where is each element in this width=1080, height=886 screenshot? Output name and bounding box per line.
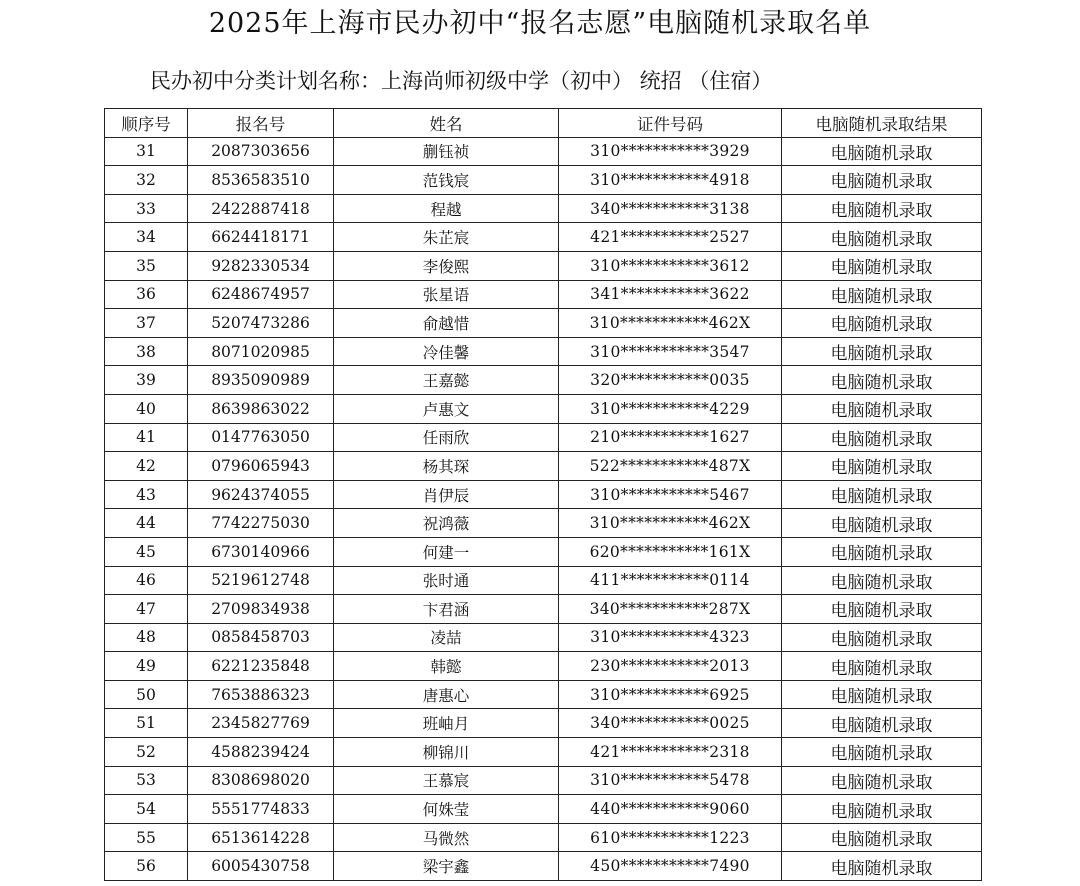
- table-row: [105, 509, 982, 538]
- table-row: [105, 137, 982, 166]
- cell-result: 电脑随机录取: [782, 223, 982, 252]
- cell-registration-no: 0796065943: [188, 452, 334, 481]
- table-row: [105, 766, 982, 795]
- table-row: [105, 738, 982, 767]
- cell-registration-no: 5219612748: [188, 566, 334, 595]
- cell-name: 王嘉懿: [334, 366, 559, 395]
- cell-seq: 31: [105, 137, 188, 166]
- cell-registration-no: 6221235848: [188, 652, 334, 681]
- cell-seq: 49: [105, 652, 188, 681]
- cell-name: 梁宇鑫: [334, 852, 559, 881]
- table-row: [105, 194, 982, 223]
- cell-registration-no: 5551774833: [188, 795, 334, 824]
- cell-result: 电脑随机录取: [782, 623, 982, 652]
- cell-id-number: 450***********7490: [559, 852, 782, 881]
- cell-id-number: 310***********6925: [559, 680, 782, 709]
- cell-name: 朱芷宸: [334, 223, 559, 252]
- cell-id-number: 310***********4918: [559, 166, 782, 195]
- cell-seq: 45: [105, 537, 188, 566]
- cell-result: 电脑随机录取: [782, 709, 982, 738]
- cell-result: 电脑随机录取: [782, 652, 982, 681]
- cell-id-number: 310***********462X: [559, 509, 782, 538]
- plan-category-subtitle: 民办初中分类计划名称：上海尚师初级中学（初中） 统招 （住宿）: [150, 69, 773, 93]
- cell-name: 肖伊辰: [334, 480, 559, 509]
- cell-id-number: 310***********5467: [559, 480, 782, 509]
- cell-result: 电脑随机录取: [782, 366, 982, 395]
- cell-id-number: 230***********2013: [559, 652, 782, 681]
- cell-name: 柳锦川: [334, 738, 559, 767]
- cell-registration-no: 7742275030: [188, 509, 334, 538]
- cell-seq: 36: [105, 280, 188, 309]
- cell-registration-no: 4588239424: [188, 738, 334, 767]
- cell-result: 电脑随机录取: [782, 566, 982, 595]
- cell-seq: 33: [105, 194, 188, 223]
- header-result: 电脑随机录取结果: [782, 109, 982, 138]
- cell-name: 王慕宸: [334, 766, 559, 795]
- cell-name: 卢惠文: [334, 394, 559, 423]
- cell-seq: 40: [105, 394, 188, 423]
- cell-seq: 54: [105, 795, 188, 824]
- cell-seq: 46: [105, 566, 188, 595]
- cell-name: 马微然: [334, 823, 559, 852]
- cell-seq: 47: [105, 595, 188, 624]
- table-row: [105, 652, 982, 681]
- cell-registration-no: 9624374055: [188, 480, 334, 509]
- cell-registration-no: 8071020985: [188, 337, 334, 366]
- header-seq: 顺序号: [105, 109, 188, 138]
- cell-seq: 55: [105, 823, 188, 852]
- cell-seq: 52: [105, 738, 188, 767]
- cell-seq: 50: [105, 680, 188, 709]
- cell-seq: 35: [105, 251, 188, 280]
- cell-result: 电脑随机录取: [782, 537, 982, 566]
- cell-seq: 34: [105, 223, 188, 252]
- cell-id-number: 421***********2527: [559, 223, 782, 252]
- cell-result: 电脑随机录取: [782, 251, 982, 280]
- cell-seq: 37: [105, 309, 188, 338]
- cell-registration-no: 8536583510: [188, 166, 334, 195]
- cell-seq: 48: [105, 623, 188, 652]
- cell-id-number: 440***********9060: [559, 795, 782, 824]
- cell-result: 电脑随机录取: [782, 166, 982, 195]
- cell-seq: 43: [105, 480, 188, 509]
- cell-name: 张时通: [334, 566, 559, 595]
- table-row: [105, 223, 982, 252]
- cell-seq: 56: [105, 852, 188, 881]
- table-row: [105, 680, 982, 709]
- cell-seq: 32: [105, 166, 188, 195]
- cell-name: 祝鸿薇: [334, 509, 559, 538]
- cell-name: 冷佳馨: [334, 337, 559, 366]
- cell-id-number: 320***********0035: [559, 366, 782, 395]
- cell-seq: 42: [105, 452, 188, 481]
- cell-id-number: 610***********1223: [559, 823, 782, 852]
- cell-result: 电脑随机录取: [782, 423, 982, 452]
- cell-registration-no: 8935090989: [188, 366, 334, 395]
- cell-id-number: 310***********3547: [559, 337, 782, 366]
- table-row: [105, 823, 982, 852]
- cell-registration-no: 0147763050: [188, 423, 334, 452]
- cell-name: 杨其琛: [334, 452, 559, 481]
- cell-name: 李俊熙: [334, 251, 559, 280]
- cell-result: 电脑随机录取: [782, 194, 982, 223]
- cell-name: 范钱宸: [334, 166, 559, 195]
- cell-id-number: 310***********3929: [559, 137, 782, 166]
- cell-registration-no: 9282330534: [188, 251, 334, 280]
- cell-result: 电脑随机录取: [782, 309, 982, 338]
- cell-result: 电脑随机录取: [782, 452, 982, 481]
- cell-name: 何姝莹: [334, 795, 559, 824]
- cell-name: 蒯钰祯: [334, 137, 559, 166]
- cell-result: 电脑随机录取: [782, 137, 982, 166]
- table-row: [105, 394, 982, 423]
- cell-registration-no: 8308698020: [188, 766, 334, 795]
- cell-result: 电脑随机录取: [782, 852, 982, 881]
- cell-result: 电脑随机录取: [782, 766, 982, 795]
- cell-registration-no: 2345827769: [188, 709, 334, 738]
- cell-registration-no: 8639863022: [188, 394, 334, 423]
- cell-registration-no: 6513614228: [188, 823, 334, 852]
- cell-id-number: 341***********3622: [559, 280, 782, 309]
- cell-registration-no: 2709834938: [188, 595, 334, 624]
- cell-name: 唐惠心: [334, 680, 559, 709]
- cell-result: 电脑随机录取: [782, 509, 982, 538]
- cell-id-number: 421***********2318: [559, 738, 782, 767]
- cell-id-number: 210***********1627: [559, 423, 782, 452]
- cell-registration-no: 7653886323: [188, 680, 334, 709]
- cell-id-number: 620***********161X: [559, 537, 782, 566]
- cell-id-number: 310***********4323: [559, 623, 782, 652]
- table-row: [105, 423, 982, 452]
- cell-name: 张星语: [334, 280, 559, 309]
- cell-id-number: 310***********462X: [559, 309, 782, 338]
- cell-seq: 38: [105, 337, 188, 366]
- cell-result: 电脑随机录取: [782, 280, 982, 309]
- table-body: [105, 137, 982, 880]
- cell-result: 电脑随机录取: [782, 795, 982, 824]
- header-id-number: 证件号码: [559, 109, 782, 138]
- table-row: [105, 280, 982, 309]
- admission-table: [104, 108, 982, 881]
- cell-result: 电脑随机录取: [782, 738, 982, 767]
- cell-name: 何建一: [334, 537, 559, 566]
- cell-result: 电脑随机录取: [782, 394, 982, 423]
- cell-result: 电脑随机录取: [782, 595, 982, 624]
- table-row: [105, 337, 982, 366]
- cell-registration-no: 6005430758: [188, 852, 334, 881]
- cell-id-number: 310***********3612: [559, 251, 782, 280]
- table-header-row: [105, 109, 982, 138]
- cell-seq: 51: [105, 709, 188, 738]
- header-registration-no: 报名号: [188, 109, 334, 138]
- cell-id-number: 340***********0025: [559, 709, 782, 738]
- cell-id-number: 411***********0114: [559, 566, 782, 595]
- table-row: [105, 251, 982, 280]
- cell-name: 俞越惜: [334, 309, 559, 338]
- document-title: 2025年上海市民办初中“报名志愿”电脑随机录取名单: [208, 8, 872, 39]
- cell-name: 韩懿: [334, 652, 559, 681]
- cell-id-number: 340***********3138: [559, 194, 782, 223]
- table-row: [105, 623, 982, 652]
- cell-seq: 44: [105, 509, 188, 538]
- table-row: [105, 452, 982, 481]
- cell-id-number: 522***********487X: [559, 452, 782, 481]
- cell-seq: 39: [105, 366, 188, 395]
- cell-name: 班岫月: [334, 709, 559, 738]
- table-row: [105, 366, 982, 395]
- cell-result: 电脑随机录取: [782, 823, 982, 852]
- cell-registration-no: 0858458703: [188, 623, 334, 652]
- cell-registration-no: 6248674957: [188, 280, 334, 309]
- cell-registration-no: 5207473286: [188, 309, 334, 338]
- cell-registration-no: 6730140966: [188, 537, 334, 566]
- cell-result: 电脑随机录取: [782, 480, 982, 509]
- cell-registration-no: 6624418171: [188, 223, 334, 252]
- cell-id-number: 310***********4229: [559, 394, 782, 423]
- cell-id-number: 310***********5478: [559, 766, 782, 795]
- header-name: 姓名: [334, 109, 559, 138]
- cell-name: 卞君涵: [334, 595, 559, 624]
- table-row: [105, 480, 982, 509]
- table-row: [105, 852, 982, 881]
- cell-seq: 41: [105, 423, 188, 452]
- cell-result: 电脑随机录取: [782, 680, 982, 709]
- cell-id-number: 340***********287X: [559, 595, 782, 624]
- cell-registration-no: 2422887418: [188, 194, 334, 223]
- cell-seq: 53: [105, 766, 188, 795]
- table-row: [105, 166, 982, 195]
- table-row: [105, 537, 982, 566]
- cell-registration-no: 2087303656: [188, 137, 334, 166]
- table-row: [105, 795, 982, 824]
- table-row: [105, 566, 982, 595]
- cell-name: 凌喆: [334, 623, 559, 652]
- cell-result: 电脑随机录取: [782, 337, 982, 366]
- cell-name: 程越: [334, 194, 559, 223]
- table-row: [105, 309, 982, 338]
- cell-name: 任雨欣: [334, 423, 559, 452]
- table-row: [105, 709, 982, 738]
- table-row: [105, 595, 982, 624]
